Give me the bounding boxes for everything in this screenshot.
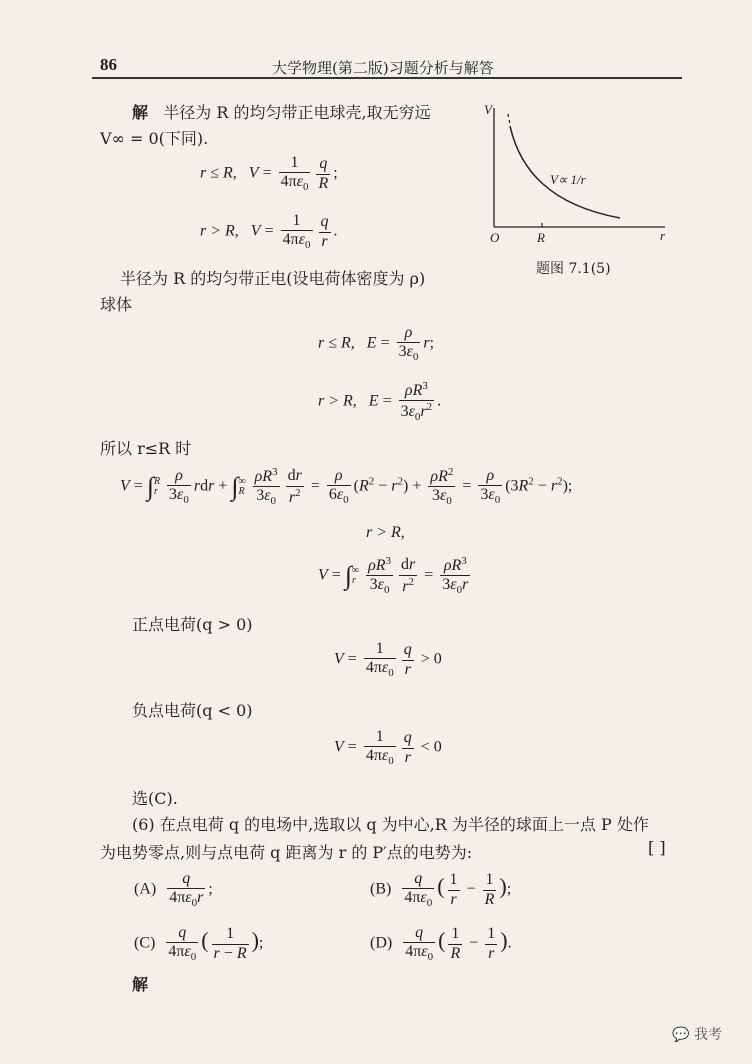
intro-line-1 [132,100,431,123]
intro-text: 半径为 R 的均匀带正电球壳,取无穷远 [163,103,431,122]
sphere-case-1: r ≤ R, [318,334,355,352]
intro-line-2: V∞ = 0(下同). [100,129,209,148]
integral-equation-inside: V = ∫ R r $\frac{\rho}{3\varepsilon_0}$ rdr + ∫ ∞ R $\frac{\rho R^3}{3\varepsilon_0}$ $\frac{dr}{r^2}$ = $\frac{\rho}{6\varepsilon_0}$ $(R^2 - r^2)$ + $\frac{\rho R^2}{3\varepsilon_0}$ = $\frac{\rho}{3\varepsilon_0}$ $(3R^2 - r^2)$; [120,466,573,508]
question-line-1: (6) 在点电荷 q 的电场中,选取以 q 为中心,R 为半径的球面上一点 P 处作 [132,815,649,834]
solve-label: 解 [132,103,149,122]
so-when-text: 所以 r≤R 时 [100,439,192,458]
curve-label: V∝ 1/r [550,172,586,187]
shell-equation-inside: r ≤ R, V = $\frac{1}{4\pi\varepsilon_0}$ $\frac{q}{R}$ ; [200,154,338,194]
option-a: (A) $\frac{q}{4\pi\varepsilon_0r}$ ; [134,870,213,910]
curve-dashed-start [508,114,510,124]
option-c-label: (C) [134,934,156,952]
negative-charge-text: 负点电荷(q < 0) [132,701,253,720]
option-a-label: (A) [134,880,157,898]
option-b-label: (B) [370,880,392,898]
sphere-line-1: 半径为 R 的均匀带正电(设电荷体密度为 ρ) [120,269,426,288]
option-b: (B) $\frac{q}{4\pi\varepsilon_0}$ ( $\frac{1}{r}$ − $\frac{1}{R}$ ); [370,870,512,910]
case-outside-label: r > R, [366,524,405,541]
option-d: (D) $\frac{q}{4\pi\varepsilon_0}$ ( $\frac{1}{R}$ − $\frac{1}{r}$ ). [370,924,512,964]
option-c: (C) $\frac{q}{4\pi\varepsilon_0}$ ( $\frac{1}{r - R}$ ); [134,924,264,964]
shell-case-2: r > R, [200,222,239,240]
positive-charge-text: 正点电荷(q > 0) [132,615,253,634]
negative-potential-equation: V = $\frac{1}{4\pi\varepsilon_0}$ $\frac{q}{r}$ < 0 [334,728,442,768]
axis-r-label: r [660,228,666,243]
axis-v-label: V [484,102,492,117]
watermark-text: 我考 [694,1027,722,1043]
chat-bubble-icon: 💬 [672,1027,690,1043]
final-solve-label: 解 [132,975,149,994]
integral-equation-outside: V = ∫ ∞ r $\frac{\rho R^3}{3\varepsilon_0}$ $\frac{dr}{r^2}$ = $\frac{\rho R^3}{3\varepsilon_0r}$ [318,555,469,597]
shell-case-1: r ≤ R, [200,164,237,182]
sphere-case-2: r > R, [318,392,357,410]
potential-graph [480,100,680,250]
running-title: 大学物理(第二版)习题分析与解答 [272,59,494,77]
sphere-line-2: 球体 [100,295,133,314]
page-number: 86 [100,55,117,74]
answer-bracket: [ ] [648,838,666,857]
sphere-field-outside: r > R, E = $\frac{\rho R^3}{3\varepsilon_0r^2}$ . [318,380,442,424]
option-d-label: (D) [370,934,393,952]
question-line-2: 为电势零点,则与点电荷 q 距离为 r 的 P′点的电势为: [100,843,473,862]
header-rule [92,77,682,79]
choose-answer: 选(C). [132,789,178,808]
figure-caption: 题图 7.1(5) [536,261,611,277]
tick-r-label: R [537,230,545,245]
shell-equation-outside: r > R, V = $\frac{1}{4\pi\varepsilon_0}$ $\frac{q}{r}$ . [200,212,338,252]
watermark [672,1024,722,1044]
origin-label: O [490,230,500,245]
positive-potential-equation: V = $\frac{1}{4\pi\varepsilon_0}$ $\frac{q}{r}$ > 0 [334,640,442,680]
sphere-field-inside: r ≤ R, E = $\frac{\rho}{3\varepsilon_0}$ r; [318,324,435,364]
